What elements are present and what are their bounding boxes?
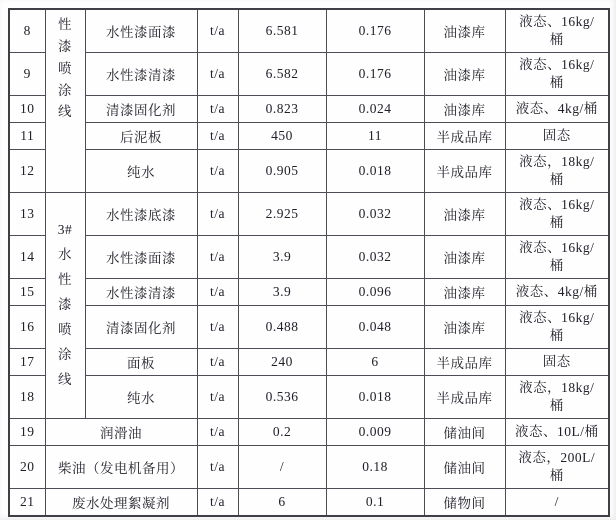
table-row — [9, 349, 609, 376]
row-no-cell: 15 — [9, 279, 45, 306]
max-storage-cell: 0.18 — [326, 446, 424, 489]
annual-usage-cell: 3.9 — [238, 279, 326, 306]
table-row — [9, 53, 609, 96]
unit-cell: t/a — [197, 306, 238, 349]
row-no-cell: 16 — [9, 306, 45, 349]
state-packaging-cell: 液态、4kg/桶 — [505, 96, 609, 123]
table-row — [9, 446, 609, 489]
max-storage-cell: 0.024 — [326, 96, 424, 123]
unit-cell: t/a — [197, 9, 238, 53]
row-no-cell: 21 — [9, 489, 45, 517]
unit-cell: t/a — [197, 150, 238, 193]
material-name-cell: 后泥板 — [85, 123, 197, 150]
max-storage-cell: 0.176 — [326, 53, 424, 96]
row-no-cell: 13 — [9, 193, 45, 236]
storage-place-cell: 油漆库 — [424, 193, 505, 236]
max-storage-cell: 6 — [326, 349, 424, 376]
storage-place-cell: 储油间 — [424, 446, 505, 489]
storage-place-cell: 油漆库 — [424, 53, 505, 96]
material-name-cell: 清漆固化剂 — [85, 306, 197, 349]
row-no-cell: 14 — [9, 236, 45, 279]
production-line-cell — [45, 9, 85, 193]
material-name-cell: 柴油（发电机备用） — [45, 446, 197, 489]
annual-usage-cell: 0.536 — [238, 376, 326, 419]
annual-usage-cell: 450 — [238, 123, 326, 150]
annual-usage-cell: / — [238, 446, 326, 489]
material-name-cell: 清漆固化剂 — [85, 96, 197, 123]
max-storage-cell: 0.018 — [326, 376, 424, 419]
state-packaging-cell: 液态、10L/桶 — [505, 419, 609, 446]
annual-usage-cell: 6 — [238, 489, 326, 517]
annual-usage-cell: 2.925 — [238, 193, 326, 236]
state-packaging-cell: 液态，18kg/桶 — [505, 376, 609, 419]
storage-place-cell: 半成品库 — [424, 349, 505, 376]
production-line-label: 性漆喷涂线 — [58, 17, 72, 120]
storage-place-cell: 半成品库 — [424, 123, 505, 150]
table-row — [9, 279, 609, 306]
unit-cell: t/a — [197, 376, 238, 419]
table-row — [9, 96, 609, 123]
annual-usage-cell: 0.2 — [238, 419, 326, 446]
table-row — [9, 419, 609, 446]
state-packaging-cell: 液态、16kg/桶 — [505, 236, 609, 279]
storage-place-cell: 半成品库 — [424, 376, 505, 419]
state-packaging-cell: 液态、16kg/桶 — [505, 9, 609, 53]
material-name-cell: 水性漆底漆 — [85, 193, 197, 236]
row-no-cell: 20 — [9, 446, 45, 489]
state-packaging-cell: 液态，18kg/桶 — [505, 150, 609, 193]
state-packaging-cell: 液态、16kg/桶 — [505, 53, 609, 96]
state-packaging-cell: 液态、16kg/桶 — [505, 193, 609, 236]
storage-place-cell: 油漆库 — [424, 279, 505, 306]
storage-place-cell: 油漆库 — [424, 236, 505, 279]
unit-cell: t/a — [197, 236, 238, 279]
annual-usage-cell: 240 — [238, 349, 326, 376]
production-line-label: 3#水性漆喷涂线 — [57, 222, 73, 387]
unit-cell: t/a — [197, 349, 238, 376]
annual-usage-cell: 0.823 — [238, 96, 326, 123]
material-name-cell: 纯水 — [85, 376, 197, 419]
table-row — [9, 376, 609, 419]
storage-place-cell: 半成品库 — [424, 150, 505, 193]
table-row — [9, 489, 609, 517]
material-name-cell: 水性漆面漆 — [85, 9, 197, 53]
storage-place-cell: 油漆库 — [424, 306, 505, 349]
max-storage-cell: 11 — [326, 123, 424, 150]
annual-usage-cell: 6.581 — [238, 9, 326, 53]
material-name-cell: 水性漆清漆 — [85, 53, 197, 96]
annual-usage-cell: 3.9 — [238, 236, 326, 279]
unit-cell: t/a — [197, 419, 238, 446]
row-no-cell: 18 — [9, 376, 45, 419]
max-storage-cell: 0.009 — [326, 419, 424, 446]
storage-place-cell: 油漆库 — [424, 96, 505, 123]
table-row — [9, 9, 609, 53]
annual-usage-cell: 0.905 — [238, 150, 326, 193]
table-row — [9, 150, 609, 193]
storage-place-cell: 储油间 — [424, 419, 505, 446]
state-packaging-cell: 固态 — [505, 349, 609, 376]
max-storage-cell: 0.048 — [326, 306, 424, 349]
max-storage-cell: 0.032 — [326, 236, 424, 279]
state-packaging-cell: 液态，200L/桶 — [505, 446, 609, 489]
storage-place-cell: 油漆库 — [424, 9, 505, 53]
production-line-cell — [45, 193, 85, 419]
material-name-cell: 水性漆清漆 — [85, 279, 197, 306]
unit-cell: t/a — [197, 96, 238, 123]
table-row — [9, 193, 609, 236]
annual-usage-cell: 0.488 — [238, 306, 326, 349]
state-packaging-cell: 液态、4kg/桶 — [505, 279, 609, 306]
row-no-cell: 8 — [9, 9, 45, 53]
max-storage-cell: 0.096 — [326, 279, 424, 306]
table-row — [9, 236, 609, 279]
annual-usage-cell: 6.582 — [238, 53, 326, 96]
state-packaging-cell: / — [505, 489, 609, 517]
row-no-cell: 12 — [9, 150, 45, 193]
state-packaging-cell: 固态 — [505, 123, 609, 150]
material-name-cell: 面板 — [85, 349, 197, 376]
max-storage-cell: 0.032 — [326, 193, 424, 236]
unit-cell: t/a — [197, 489, 238, 517]
unit-cell: t/a — [197, 279, 238, 306]
row-no-cell: 11 — [9, 123, 45, 150]
material-name-cell: 润滑油 — [45, 419, 197, 446]
material-consumption-table — [8, 8, 610, 517]
row-no-cell: 19 — [9, 419, 45, 446]
state-packaging-cell: 液态、16kg/桶 — [505, 306, 609, 349]
max-storage-cell: 0.176 — [326, 9, 424, 53]
material-name-cell: 纯水 — [85, 150, 197, 193]
table-row — [9, 123, 609, 150]
max-storage-cell: 0.018 — [326, 150, 424, 193]
storage-place-cell: 储物间 — [424, 489, 505, 517]
row-no-cell: 10 — [9, 96, 45, 123]
unit-cell: t/a — [197, 446, 238, 489]
row-no-cell: 17 — [9, 349, 45, 376]
material-name-cell: 废水处理絮凝剂 — [45, 489, 197, 517]
unit-cell: t/a — [197, 53, 238, 96]
row-no-cell: 9 — [9, 53, 45, 96]
unit-cell: t/a — [197, 123, 238, 150]
unit-cell: t/a — [197, 193, 238, 236]
material-name-cell: 水性漆面漆 — [85, 236, 197, 279]
table-row — [9, 306, 609, 349]
max-storage-cell: 0.1 — [326, 489, 424, 517]
